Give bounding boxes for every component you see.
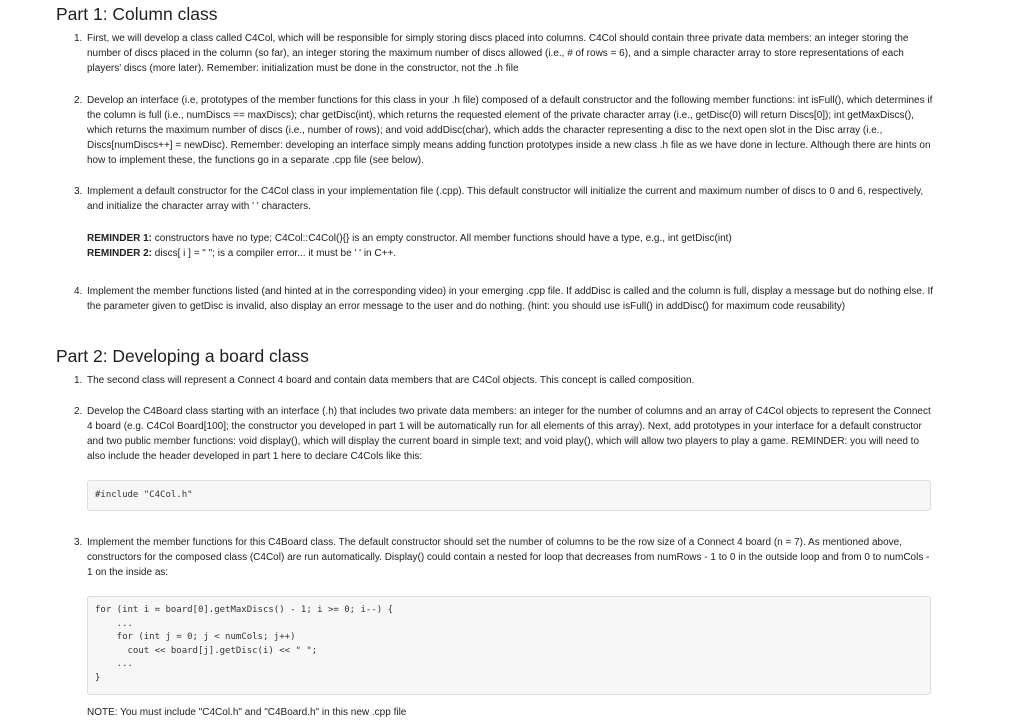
include-code-block [87, 480, 931, 511]
include-code: #include "C4Col.h" [95, 490, 193, 500]
reminder-1-label: REMINDER 1: [87, 233, 153, 244]
part2-item-1 [74, 373, 934, 388]
item-number: 3. [74, 537, 83, 548]
item-number: 2. [74, 406, 83, 417]
item-text: The second class will represent a Connect 4 board and contain data members that are C4Col objects. This concept is called composition. [87, 375, 695, 386]
part1-heading: Part 1: Column class [56, 4, 218, 24]
item-text: First, we will develop a class called C4Col, which will be responsible for simply storing discs placed into columns. C4Col should contain three private data members: an integer storing the number of discs placed in the column (so far), an integer storing the maximum number of discs allowed (i.e., # of rows = 6), and a simple character array to store representations of each players' discs (more later). Remember: initialization must be done in the constructor, not the .h file [87, 33, 909, 74]
loop-code-block [87, 596, 931, 695]
part2-heading: Part 2: Developing a board class [56, 346, 309, 366]
reminder-1-text: constructors have no type; C4Col::C4Col(){} is an empty constructor. All member functions should have a type, e.g., int getDisc(int) [152, 233, 732, 244]
part1-item-4 [74, 284, 934, 314]
item-text: Implement the member functions for this C4Board class. The default constructor should set the number of columns to be the row size of a Connect 4 board (n = 7). As mentioned above, constructors for the composed class (C4Col) are run automatically. Display() could contain a nested for loop that decreases from numRows - 1 to 0 in the outside loop and from 0 to numCols - 1 on the inside as: [87, 537, 930, 578]
item-number: 1. [74, 33, 83, 44]
reminder-1 [87, 231, 927, 246]
reminder-2-text: discs[ i ] = " "; is a compiler error... it must be ' ' in C++. [152, 248, 397, 259]
item-number: 1. [74, 375, 83, 386]
item-text: Develop an interface (i.e, prototypes of the member functions for this class in your .h file) composed of a default constructor and the following member functions: int isFull(), which determines if the column is full (i.e., numDiscs == maxDiscs); char getDisc(int), which returns the requested element of the private character array (i.e., getDisc(0) will return Discs[0]); int getMaxDiscs(), which returns the maximum number of discs (i.e., number of rows); and void addDisc(char), which adds the character representing a disc to the next open slot in the Disc array (i.e., Discs[numDiscs++] = newDisc). Remember: developing an interface simply means adding function prototypes inside a new class .h file as we have done in lecture. Although there are hints on how to implement these, the functions go in a separate .cpp file (see below). [87, 95, 933, 166]
item-number: 3. [74, 186, 83, 197]
item-text: Implement the member functions listed (and hinted at in the corresponding video) in your emerging .cpp file. If addDisc is called and the column is full, display a message but do nothing else. If the parameter given to getDisc is invalid, also display an error message to the user and do nothing. (hint: you should use isFull() in addDisc() for maximum code reusability) [87, 286, 934, 312]
part1-item-3 [74, 184, 934, 214]
note-text: NOTE: You must include "C4Col.h" and "C4Board.h" in this new .cpp file [87, 707, 407, 718]
part1-item-2 [74, 93, 934, 168]
item-number: 4. [74, 286, 83, 297]
part1-item-1 [74, 31, 934, 76]
part2-item-2 [74, 404, 934, 464]
reminder-2 [87, 246, 927, 261]
item-number: 2. [74, 95, 83, 106]
item-text: Develop the C4Board class starting with an interface (.h) that includes two private data members: an integer for the number of columns and an array of C4Col objects to represent the Connect 4 board (e.g. C4Col Board[100]; the constructor you developed in part 1 will be automatically run for all elements of this array). Next, add prototypes in your interface for a default constructor and two public member functions: void display(), which will display the current board in simple text; and void play(), which will allow two players to play a game. REMINDER: you will need to also include the header developed in part 1 here to declare C4Cols like this: [87, 406, 931, 462]
reminder-2-label: REMINDER 2: [87, 248, 153, 259]
item-text: Implement a default constructor for the C4Col class in your implementation file (.cpp). This default constructor will initialize the current and maximum number of discs to 0 and 6, respectively, and initialize the character array with ' ' characters. [87, 186, 924, 212]
loop-code: for (int i = board[0].getMaxDiscs() - 1; i >= 0; i--) { ... for (int j = 0; j < numCols; j++) cout << board[j].getDisc(i) << " "; ... } [95, 605, 394, 683]
part2-item-3 [74, 535, 934, 580]
